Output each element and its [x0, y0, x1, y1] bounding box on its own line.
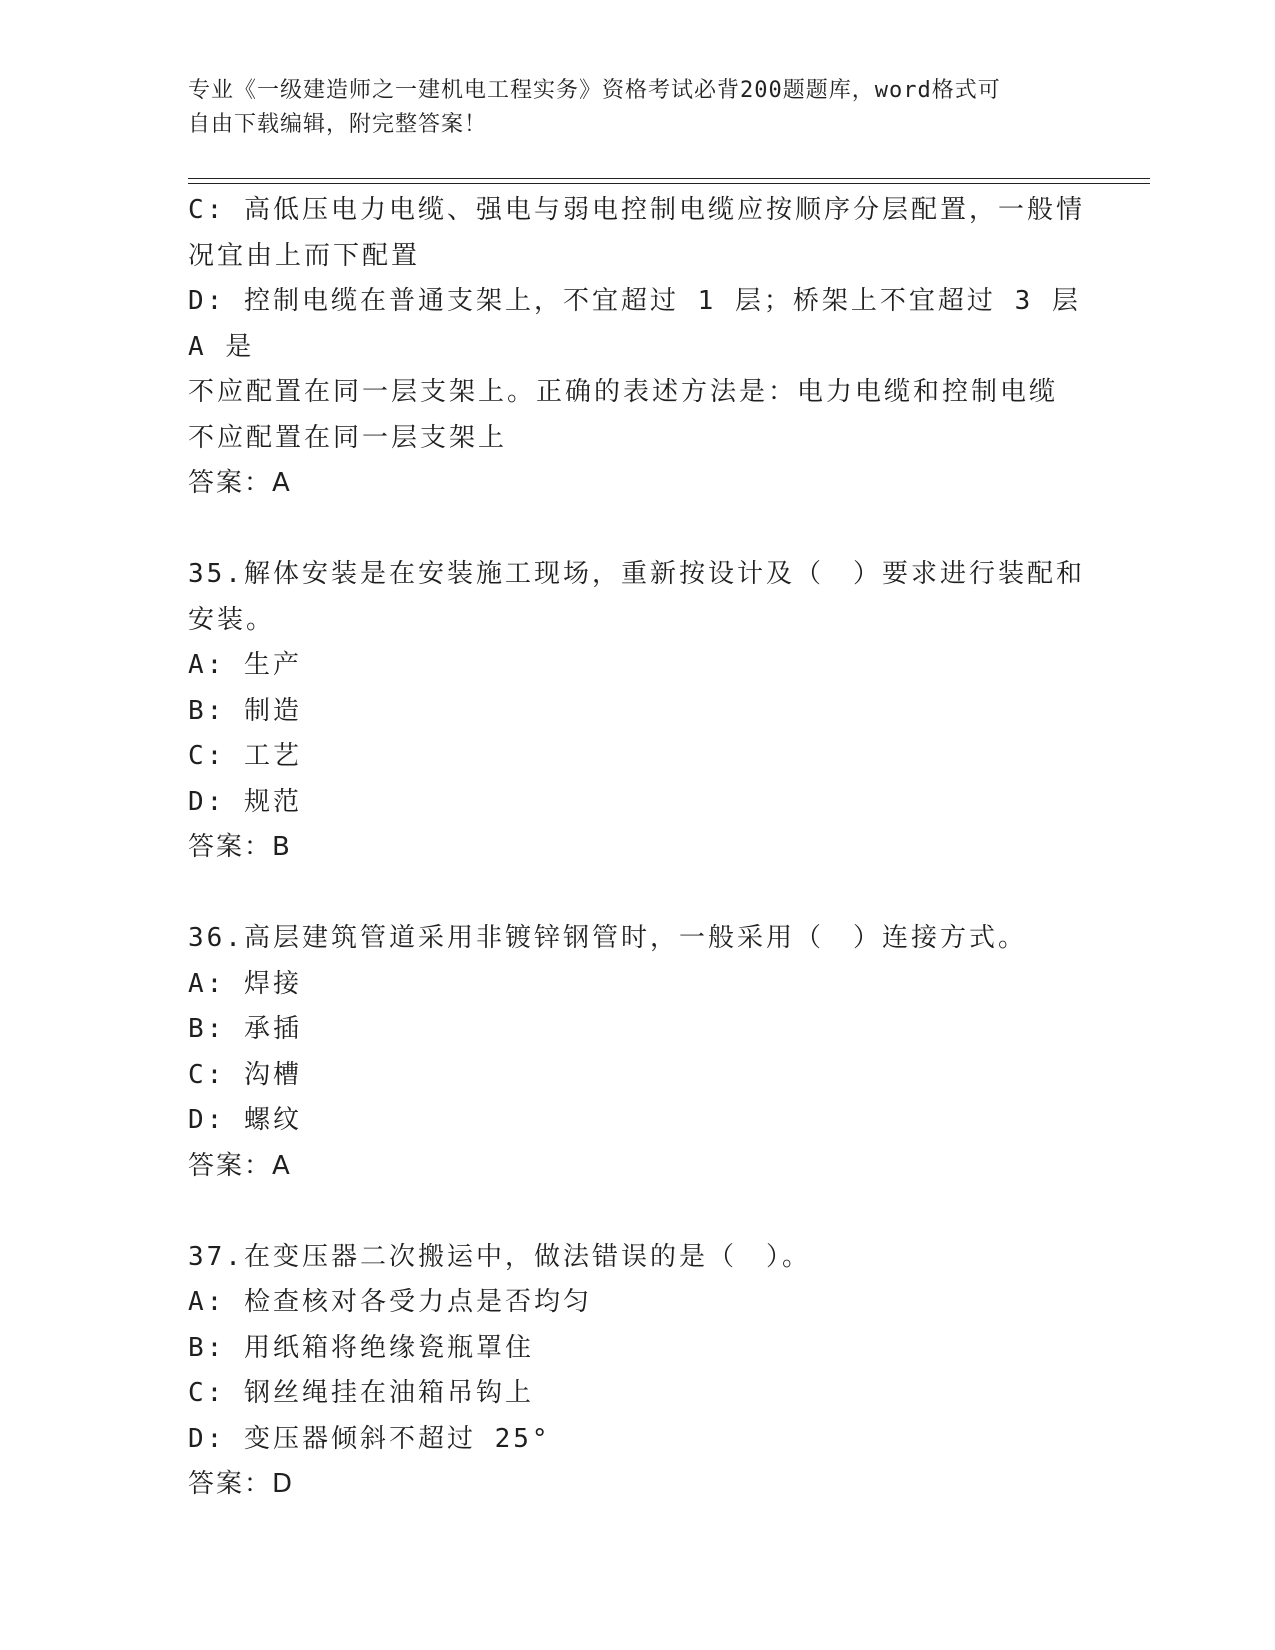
option-d-line-2: 不应配置在同一层支架上。正确的表述方法是：电力电缆和控制电缆 [188, 377, 1059, 407]
answer-37: 答案：D [188, 1469, 295, 1499]
spacer [188, 507, 1088, 553]
option-d: D: 规范 [188, 786, 302, 817]
option-c-line-2: 况宜由上而下配置 [188, 240, 421, 271]
option-c: C: 钢丝绳挂在油箱吊钩上 [188, 1378, 534, 1408]
option-d-line-1: D: 控制电缆在普通支架上，不宜超过 1 层；桥架上不宜超过 3 层 A 是 [188, 286, 1100, 362]
answer-36: 答案：A [188, 1150, 292, 1181]
option-c: C: 沟槽 [188, 1059, 302, 1090]
header-line-1: 专业《一级建造师之一建机电工程实务》资格考试必背200题题库，word格式可 [188, 78, 1001, 103]
option-d: D: 螺纹 [188, 1105, 302, 1135]
option-a: A: 检查核对各受力点是否均匀 [188, 1287, 592, 1317]
question-37 [188, 1235, 1088, 1508]
header-line-2: 自由下载编辑，附完整答案！ [188, 112, 488, 137]
spacer [188, 871, 1088, 917]
option-c-line-1: C: 高低压电力电缆、强电与弱电控制电缆应按顺序分层配置，一般情 [188, 195, 1085, 225]
option-b: B: 制造 [188, 695, 302, 726]
question-stem-line-2: 安装。 [188, 604, 276, 635]
question-stem-line-1: 36.高层建筑管道采用非镀锌钢管时，一般采用（ ）连接方式。 [188, 923, 1027, 953]
question-stem-line-1: 35.解体安装是在安装施工现场，重新按设计及（ ）要求进行装配和 [188, 559, 1085, 589]
question-35 [188, 552, 1088, 871]
header-divider-top [188, 178, 1150, 179]
spacer [188, 1189, 1088, 1235]
option-d: D: 变压器倾斜不超过 25° [188, 1423, 551, 1454]
question-stem-line-1: 37.在变压器二次搬运中，做法错误的是（ ）。 [188, 1241, 811, 1272]
option-d-line-3: 不应配置在同一层支架上 [188, 422, 508, 453]
question-content [188, 188, 1100, 1508]
option-b: B: 用纸箱将绝缘瓷瓶罩住 [188, 1332, 534, 1363]
answer-35: 答案：B [188, 832, 292, 862]
option-a: A: 焊接 [188, 968, 302, 999]
question-36 [188, 916, 1088, 1189]
question-34-continued [188, 188, 1100, 507]
header-divider-bottom [188, 183, 1150, 184]
option-c: C: 工艺 [188, 741, 302, 771]
option-a: A: 生产 [188, 650, 302, 680]
answer-34: 答案：A [188, 468, 292, 498]
option-b: B: 承插 [188, 1014, 302, 1044]
document-header [188, 74, 1068, 142]
